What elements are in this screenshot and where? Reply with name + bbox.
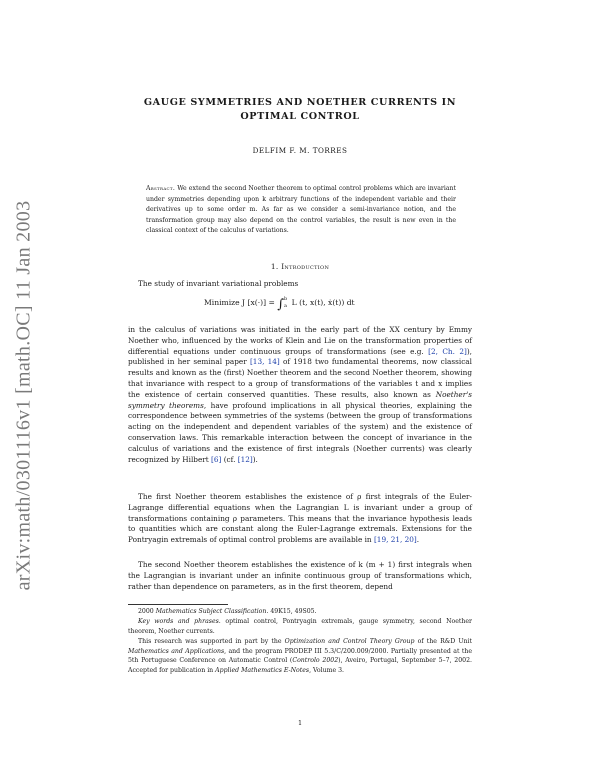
paragraph-1	[128, 325, 472, 465]
footnote-text: 2000	[138, 608, 156, 615]
intro-lead: The study of invariant variational problems	[138, 279, 299, 288]
footnote-msc	[128, 607, 472, 617]
equation-lhs: Minimize J [x(·)] =	[204, 298, 275, 307]
footnote-text: , Volume 3.	[309, 666, 344, 674]
footnote-text: of the R&D Unit	[414, 638, 473, 645]
para1-emphasis: Noether's symmetry theorems	[128, 389, 472, 410]
footnote-text: 49K15, 49S05.	[268, 608, 317, 615]
title-line-1: GAUGE SYMMETRIES AND NOETHER CURRENTS IN	[143, 97, 457, 108]
para1-text-2: ), published in her seminal paper	[128, 346, 472, 367]
citation-link[interactable]: [19, 21, 20]	[373, 535, 417, 545]
footnote-rule	[128, 604, 228, 605]
para2-text-1: The first Noether theorem establishes the existence of ρ first integrals of the Euler-Lagrange differential equations when the Lagrangian L is invariant under a group of transformations containing ρ parameters. This means that the invariance hypothesis leads to quantities which are constant along the Euler-Lagrange extremals. Extensions for the Pontryagin extremals of optimal control problems are available in	[128, 492, 472, 545]
footnote-emphasis: Applied Mathematics E-Notes	[215, 666, 310, 674]
section-number: 1.	[270, 262, 279, 271]
footnote-funding	[128, 637, 472, 675]
abstract	[146, 184, 456, 237]
footnote-emphasis: Key words and phrases.	[138, 618, 221, 625]
citation-link[interactable]: [2, Ch. 2]	[428, 346, 467, 356]
objective-equation	[204, 296, 355, 312]
para1-text-5: (cf.	[221, 454, 238, 464]
page-number: 1	[297, 719, 303, 727]
footnote-text: optimal control, Pontryagin extremals, gauge symmetry, second Noether theorem, Noether currents.	[128, 618, 472, 635]
section-title: Introduction	[281, 262, 330, 271]
footnote-keywords	[128, 617, 472, 636]
integral-lower-limit: a	[284, 303, 288, 309]
paragraph-2	[128, 492, 472, 546]
para1-text-6: ).	[252, 454, 258, 464]
paper-title	[130, 96, 470, 124]
citation-link[interactable]: [13, 14]	[249, 357, 280, 367]
para1-text-4: , have profound implications in all physical theories, explaining the correspondence between symmetries of the systems (between the group of transformations acting on the independent and dependent variables of the system) and the existence of conservation laws. This remarkable interaction between the concept of invariance in the calculus of variations and the existence of first integrals (Noether currents) was clearly recognized by Hilbert	[128, 400, 473, 464]
arxiv-stamp[interactable]: arXiv:math/0301116v1 [math.OC] 11 Jan 2003	[12, 200, 35, 590]
footnote-emphasis: Mathematics Subject Classification.	[155, 608, 269, 615]
citation-link[interactable]: [6]	[211, 454, 222, 464]
abstract-text: We extend the second Noether theorem to optimal control problems which are invariant under symmetries depending upon k arbitrary functions of the independent variable and their derivatives up to some order m. As far as we consider a semi-invariance notion, and the transformation group may also depend on the control variables, the result is new even in the classical context of the calculus of variations.	[146, 185, 456, 235]
author-name: DELFIM F. M. TORRES	[252, 146, 348, 155]
section-heading	[130, 262, 470, 271]
footnote-emphasis: Optimization and Control Theory Group	[284, 638, 415, 645]
paragraph-3: The second Noether theorem establishes the existence of k (m + 1) first integrals when the Lagrangian is invariant under an infinite continuous group of transformations which, rather than dependence on parameters, as in the first theorem, depend	[128, 560, 472, 591]
footnote-text: ), Aveiro, Portugal, September 5–7, 2002. Accepted for publication in	[128, 657, 472, 674]
para1-text-3: of 1918 two fundamental theorems, now classical results and known as the (first) Noether theorem and the second Noether theorem, showing that invariance with respect to a group of transformations of the variables t and x implies the existence of certain conserved quantities. These results, also known as	[128, 357, 472, 399]
footnote-emphasis: Mathematics and Applications	[128, 647, 225, 655]
citation-link[interactable]: [12]	[237, 454, 253, 464]
integral-upper-limit: b	[284, 296, 288, 302]
para2-text-2: .	[416, 535, 420, 545]
arxiv-stamp-container	[2, 160, 46, 630]
footnote-text: , and the program PRODEP III 5.3/C/200.009/2000. Partially presented at the 5th Portuguese Conference on Automatic Control (	[128, 647, 472, 665]
footnote-text: This research was supported in part by the	[138, 638, 285, 645]
footnote-emphasis: Controlo 2002	[292, 657, 339, 665]
equation-integrand: L (t, x(t), ẋ(t)) dt	[291, 298, 355, 307]
abstract-label: Abstract.	[146, 185, 176, 192]
para1-text-1: in the calculus of variations was initiated in the early part of the XX century by Emmy Noether who, influenced by the works of Klein and Lie on the transformation properties of differential equations under continuous groups of transformations (see e.g.	[128, 325, 472, 356]
integral-sign: ∫	[277, 297, 285, 312]
title-line-2: OPTIMAL CONTROL	[240, 111, 360, 122]
